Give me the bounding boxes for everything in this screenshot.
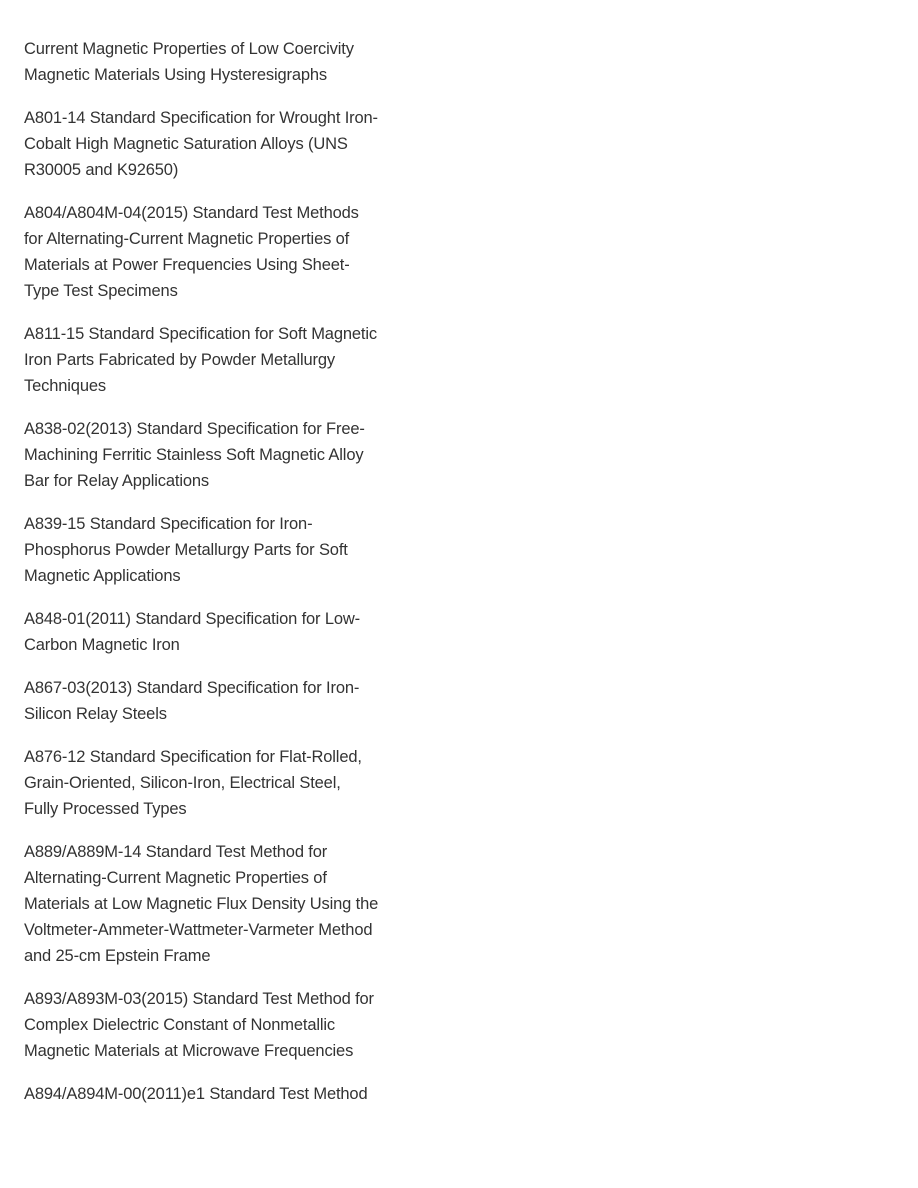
standard-entry: A867-03(2013) Standard Specification for Iron- Silicon Relay Steels [24, 679, 360, 723]
standard-entry: A893/A893M-03(2015) Standard Test Method for Complex Dielectric Constant of Nonmetallic Magnetic Materials at Microwave Frequencies [24, 990, 374, 1060]
standard-entry: A894/A894M-00(2011)e1 Standard Test Method [24, 1085, 368, 1103]
document-page [24, 36, 396, 1124]
standard-entry: A839-15 Standard Specification for Iron- Phosphorus Powder Metallurgy Parts for Soft Magnetic Applications [24, 515, 348, 585]
standard-entry: Current Magnetic Properties of Low Coercivity Magnetic Materials Using Hysteresigraphs [24, 40, 354, 84]
standard-entry: A848-01(2011) Standard Specification for Low- Carbon Magnetic Iron [24, 610, 360, 654]
standard-entry: A838-02(2013) Standard Specification for Free- Machining Ferritic Stainless Soft Magnetic Alloy Bar for Relay Applications [24, 420, 365, 490]
standard-entry: A811-15 Standard Specification for Soft Magnetic Iron Parts Fabricated by Powder Metallurgy Techniques [24, 325, 377, 395]
standard-entry: A801-14 Standard Specification for Wrought Iron- Cobalt High Magnetic Saturation Alloys (UNS R30005 and K92650) [24, 109, 378, 179]
standard-entry: A804/A804M-04(2015) Standard Test Methods for Alternating-Current Magnetic Properties of Materials at Power Frequencies Using Sheet- Type Test Specimens [24, 204, 359, 300]
standard-entry: A889/A889M-14 Standard Test Method for Alternating-Current Magnetic Properties of Materials at Low Magnetic Flux Density Using the Voltmeter-Ammeter-Wattmeter-Varmeter Method and 25-cm Epstein Frame [24, 843, 379, 965]
standard-entry: A876-12 Standard Specification for Flat-Rolled, Grain-Oriented, Silicon-Iron, Electrical Steel, Fully Processed Types [24, 748, 362, 818]
